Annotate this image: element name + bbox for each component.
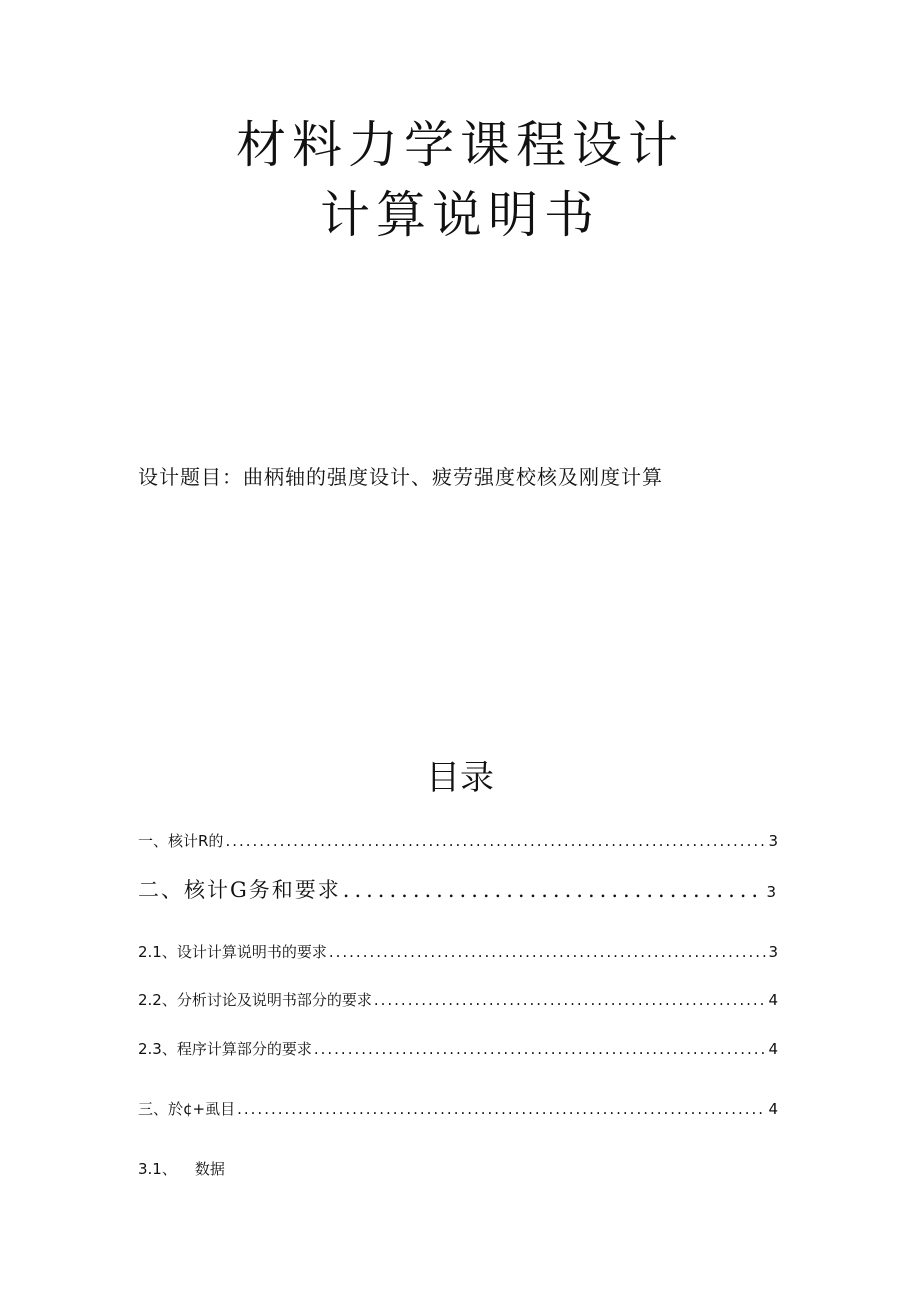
toc-entry-label: 2.2、分析讨论及说明书部分的要求 (138, 991, 372, 1009)
toc-entry-page: 4 (768, 1040, 778, 1058)
toc-subentry (138, 1158, 225, 1179)
toc-leader-dots (314, 1040, 767, 1058)
toc-entry-label: 三、於¢+虱目 (138, 1100, 236, 1118)
document-title-line1: 材料力学课程设计 (236, 116, 684, 174)
toc-entry-page: 4 (768, 1100, 778, 1118)
design-topic: 设计题目：曲柄轴的强度设计、疲劳强度校核及刚度计算 (138, 465, 663, 489)
document-title-line2: 计算说明书 (320, 186, 600, 244)
toc-leader-dots (374, 991, 767, 1009)
toc-subentry-number: 3.1、 (138, 1160, 177, 1178)
toc-leader-dots (237, 1100, 766, 1118)
toc-leader-dots (225, 832, 766, 850)
toc-entry-label: 2.1、设计计算说明书的要求 (138, 943, 327, 961)
toc-entry-label: 2.3、程序计算部分的要求 (138, 1040, 312, 1058)
toc-entry (138, 874, 778, 904)
toc-subentry-label: 数据 (194, 1160, 225, 1178)
toc-leader-dots (329, 943, 767, 961)
toc-entry-page: 3 (768, 832, 778, 850)
toc-entry (138, 989, 778, 1010)
toc-entry-label: 一、核计R的 (138, 832, 224, 850)
toc-entry (138, 1038, 778, 1059)
toc-heading: 目录 (426, 758, 494, 798)
toc-entry (138, 941, 778, 962)
toc-leader-dots (343, 878, 765, 902)
toc-entry-page: 3 (766, 883, 778, 901)
toc-entry (138, 1098, 778, 1119)
toc-entry-label: 二、核计G务和要求 (138, 878, 341, 902)
toc-entry-page: 4 (768, 991, 778, 1009)
toc-entry-page: 3 (768, 943, 778, 961)
toc-entry (138, 830, 778, 851)
